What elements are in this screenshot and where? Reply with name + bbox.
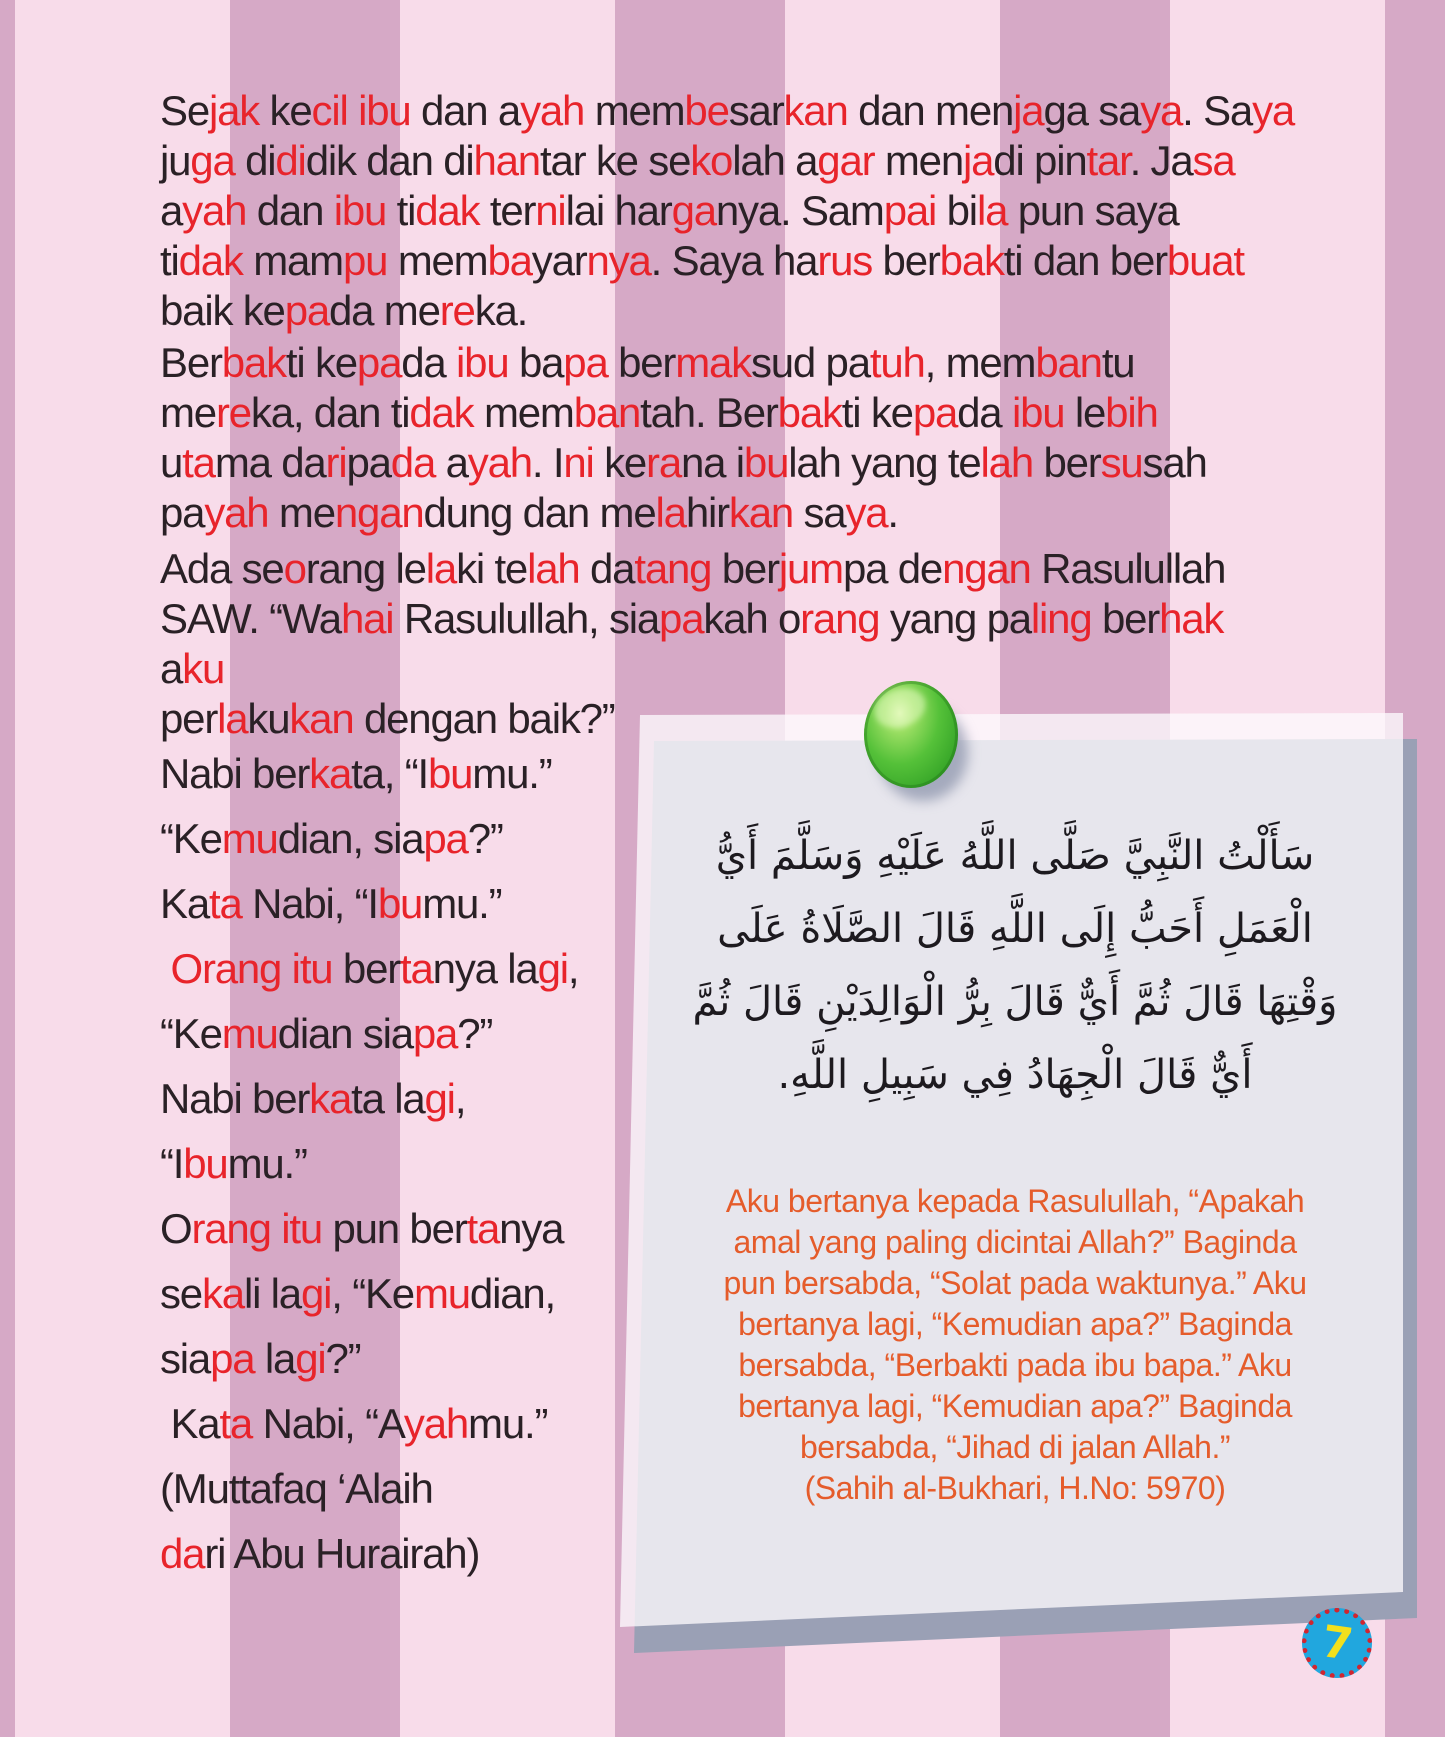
red-syllable: ibu [1011,389,1065,436]
text-run: pun ber [322,1205,467,1252]
text-run: mu.” [422,880,502,927]
text-run: da me [329,287,440,334]
text-line [160,1075,578,1140]
red-syllable: ling [1030,595,1092,642]
red-syllable: yah [403,1400,469,1447]
text-run: mu.” [468,1400,548,1447]
text-run: bi [936,187,977,234]
red-syllable: gi [537,945,568,992]
red-syllable: ta [182,439,215,486]
red-syllable: bak [939,237,1004,284]
red-syllable: ibu [333,187,387,234]
text-run: dik dan di [305,137,474,184]
text-run: ka, dan ti [250,389,410,436]
text-run: di pin [993,137,1087,184]
text-run: tah. Ber [640,389,778,436]
red-syllable: pa [423,815,468,862]
text-run: O [160,1205,192,1252]
red-syllable: mak [675,339,751,386]
text-run: li la [243,1270,301,1317]
text-run: . Sa [1182,87,1253,134]
text-run: Ka [160,1400,220,1447]
text-run: da [579,545,635,592]
text-run: Ber [160,339,222,386]
text-line [160,1400,578,1465]
text-line: bertanya lagi, “Kemudian apa?” Baginda [738,1388,1292,1424]
text-run: Rasulullah [1030,545,1226,592]
text-line [160,87,1294,137]
red-syllable: rang [191,1205,271,1252]
red-syllable: cil [311,87,348,134]
text-run: hir [685,489,729,536]
red-syllable: kan [289,695,354,742]
text-line [160,1335,578,1400]
text-run: ber [1091,595,1160,642]
red-syllable: gar [817,137,875,184]
red-syllable: dak [409,389,474,436]
text-run: u [160,439,183,486]
text-run: rang le [305,545,426,592]
text-run [348,87,358,134]
text-run: dian, sia [277,815,424,862]
red-syllable: kan [728,489,794,536]
text-run: pun saya [1007,187,1179,234]
text-run: da [957,389,1012,436]
red-syllable: ta [466,1205,500,1252]
red-syllable: bu [183,1140,228,1187]
red-syllable: Orang itu [170,945,333,992]
text-run: a [435,439,468,486]
text-run: ter [479,187,536,234]
red-syllable: dak [415,187,480,234]
text-line [160,439,1207,489]
text-run: Nabi ber [160,1075,310,1122]
red-syllable: mu [413,1270,470,1317]
red-syllable: yah [182,187,247,234]
dialogue-block [160,750,578,1595]
text-run: tar ke se [539,137,691,184]
text-run: ke [259,87,312,134]
text-run: a [160,187,183,234]
text-line [160,750,578,815]
red-syllable: hai [340,595,394,642]
text-run: me [160,389,216,436]
text-run: ri Abu Hurairah) [204,1530,480,1577]
red-syllable: ban [573,389,641,436]
text-run: le [1064,389,1106,436]
red-syllable: gi [295,1335,326,1382]
text-run: ta, “I [351,750,428,797]
text-run: lai har [565,187,672,234]
text-run: na i [681,439,744,486]
red-syllable: re [439,287,475,334]
text-run: da [401,339,457,386]
text-run: Nabi ber [160,750,310,797]
text-line: سَأَلْتُ النَّبِيَّ صَلَّى اللَّهُ عَلَيْهِ وَسَلَّمَ أَيُّ [715,833,1315,879]
text-run: se [160,1270,202,1317]
red-syllable: pa [356,339,402,386]
text-run: , “Ke [331,1270,414,1317]
text-line [160,339,1207,389]
red-syllable: pa [912,389,958,436]
red-syllable: ga [190,137,235,184]
text-run: Nabi, “I [241,880,378,927]
red-syllable: ya [1252,87,1295,134]
red-syllable: tar [1086,137,1130,184]
text-run: mu.” [227,1140,307,1187]
paragraph-block-1 [160,87,1294,337]
text-run: ki te [456,545,528,592]
red-syllable: ta [219,1400,253,1447]
red-syllable: tang [634,545,712,592]
text-line: amal yang paling dicintai Allah?” Baginda [733,1224,1297,1260]
red-syllable: pa [659,595,704,642]
red-syllable: ri [325,439,347,486]
text-run: dian, [469,1270,555,1317]
paragraph-block-3 [160,545,1225,745]
red-syllable: ni [563,439,594,486]
text-line [160,880,578,945]
red-syllable: ko [690,137,733,184]
paragraph-block-2 [160,339,1207,539]
page-number-badge [1302,1608,1372,1678]
text-run: yang pa [879,595,1031,642]
red-syllable: ka [201,1270,244,1317]
text-run: tu [1101,339,1135,386]
red-syllable: pa [412,1010,458,1057]
red-syllable: da [390,439,436,486]
text-run: ?” [325,1335,361,1382]
text-line [160,1530,578,1595]
text-run: nya [499,1205,564,1252]
text-run: dung dan me [423,489,656,536]
text-run: ti ke [841,389,913,436]
text-line: bersabda, “Berbakti pada ibu bapa.” Aku [738,1347,1292,1383]
text-run: Rasulullah, sia [393,595,660,642]
text-run: ber [872,237,940,284]
text-run [271,1205,281,1252]
text-run: ti dan ber [1003,237,1167,284]
text-line: الْعَمَلِ أَحَبُّ إِلَى اللَّهِ قَالَ الصَّلَاةُ عَلَى [717,906,1313,952]
text-run: ti [160,237,179,284]
red-syllable: la [217,695,248,742]
text-run: dengan baik?” [353,695,615,742]
text-run: ?” [457,1010,493,1057]
text-run: Ka [160,880,209,927]
red-syllable: bu [377,880,423,927]
red-syllable: itu [281,1205,322,1252]
red-syllable: bak [777,389,842,436]
text-run: per [160,695,218,742]
page-number: 7 [1318,1615,1356,1671]
text-line [160,695,1225,745]
red-syllable: pai [883,187,937,234]
text-run: dan [246,187,334,234]
text-run: ber [607,339,676,386]
text-run: , [567,945,579,992]
text-run: . Ja [1129,137,1193,184]
text-run: , [454,1075,466,1122]
red-syllable: ngan [942,545,1031,592]
text-run: lah yang te [788,439,981,486]
text-run: mu.” [472,750,552,797]
red-syllable: la [976,187,1008,234]
text-run: Ada se [160,545,284,592]
text-line: bersabda, “Jihad di jalan Allah.” [800,1429,1230,1465]
text-run: ke [593,439,647,486]
text-run: nya la [432,945,538,992]
red-syllable: ra [646,439,681,486]
text-run: ma da [214,439,326,486]
red-syllable: jum [778,545,843,592]
red-syllable: ibu [358,87,411,134]
red-syllable: ni [535,187,566,234]
text-run: yar [531,237,587,284]
red-syllable: bu [427,750,473,797]
text-run: ber [332,945,401,992]
text-run: . Saya ha [650,237,818,284]
text-run: ber [1033,439,1101,486]
text-run: . [887,489,898,536]
red-syllable: o [283,545,306,592]
text-line [160,545,1225,595]
text-run: me [268,489,335,536]
text-run: pa [160,489,205,536]
red-syllable: pa [284,287,330,334]
text-run: “I [160,1140,184,1187]
text-run: ta la [351,1075,425,1122]
text-run: “Ke [160,1010,222,1057]
red-syllable: sa [1192,137,1235,184]
text-run: dan men [847,87,1014,134]
red-syllable: ka [309,750,352,797]
red-syllable: pa [210,1335,255,1382]
red-syllable: ba [487,237,532,284]
red-syllable: lah [980,439,1033,486]
text-run: mam [242,237,343,284]
text-line: أَيٌّ قَالَ الْجِهَادُ فِي سَبِيلِ اللَّهِ. [777,1052,1253,1098]
text-line [160,237,1294,287]
text-line: Aku bertanya kepada Rasulullah, “Apakah [725,1183,1305,1219]
red-syllable: ja [1013,87,1044,134]
text-run: SAW. “Wa [160,595,341,642]
red-syllable: re [215,389,251,436]
red-syllable: ya [845,489,888,536]
red-syllable: ngan [334,489,424,536]
text-line [160,389,1207,439]
text-run: la [254,1335,296,1382]
red-syllable: hak [1159,595,1224,642]
red-syllable: pu [342,237,388,284]
red-syllable: nya [586,237,651,284]
text-run: di [234,137,276,184]
red-syllable: ku [182,645,225,692]
text-run: sa [793,489,846,536]
text-run: sah [1142,439,1207,486]
text-line [160,489,1207,539]
red-syllable: yah [204,489,269,536]
hadith-translation-text [630,1183,1400,1511]
text-run: ?” [467,815,503,862]
text-run: mem [473,389,574,436]
text-run: “Ke [160,815,222,862]
red-syllable: ya [1140,87,1183,134]
red-syllable: la [425,545,457,592]
text-run: Nabi, “A [252,1400,404,1447]
red-syllable: ka [309,1075,352,1122]
text-line [160,1205,578,1270]
text-line [160,1010,578,1075]
text-run: sia [160,1335,211,1382]
text-run: lah a [732,137,818,184]
text-run: Se [160,87,209,134]
text-run [160,945,170,992]
red-syllable: ban [1035,339,1102,386]
text-run: kah o [703,595,801,642]
text-run: ju [160,137,191,184]
text-run: men [874,137,963,184]
text-run: dan a [410,87,521,134]
red-syllable: su [1100,439,1143,486]
red-syllable: pa [563,339,608,386]
red-syllable: rang [800,595,880,642]
text-line [160,945,578,1010]
text-line: (Sahih al-Bukhari, H.No: 5970) [804,1470,1226,1506]
text-run: (Muttafaq ‘Alaih [160,1465,433,1512]
red-syllable: ta [400,945,433,992]
red-syllable: han [473,137,540,184]
text-line: وَقْتِهَا قَالَ ثُمَّ أَيٌّ قَالَ بِرُّ الْوَالِدَيْنِ قَالَ ثُمَّ [692,979,1338,1025]
text-run: pa [346,439,391,486]
text-run: mem [387,237,488,284]
text-line [160,137,1294,187]
red-syllable: yah [520,87,585,134]
red-syllable: di [275,137,306,184]
red-syllable: bih [1105,389,1158,436]
red-syllable: ja [962,137,994,184]
red-syllable: gi [424,1075,455,1122]
text-line [160,815,578,880]
red-syllable: lah [527,545,580,592]
text-run: mem [584,87,685,134]
text-line: bertanya lagi, “Kemudian apa?” Baginda [738,1306,1292,1342]
red-syllable: jak [208,87,260,134]
text-run: . I [531,439,564,486]
text-run: ku [247,695,290,742]
red-syllable: tuh [869,339,925,386]
red-syllable: da [160,1530,205,1577]
red-syllable: rus [817,237,873,284]
text-run: dian sia [277,1010,413,1057]
text-run: nya. Sam [715,187,884,234]
red-syllable: mu [221,1010,278,1057]
red-syllable: dak [178,237,243,284]
text-run: ti [386,187,416,234]
text-run: a [160,645,183,692]
red-syllable: buat [1166,237,1244,284]
text-run: ka. [474,287,528,334]
text-run: sud pa [750,339,870,386]
red-syllable: bu [743,439,789,486]
text-run: , mem [924,339,1036,386]
red-syllable: yah [467,439,532,486]
red-syllable: kan [783,87,848,134]
red-syllable: ibu [456,339,509,386]
text-line [160,595,1225,645]
red-syllable: ta [208,880,242,927]
text-line [160,187,1294,237]
text-line [160,1270,578,1335]
text-line [160,1465,578,1530]
text-run: ga sa [1043,87,1141,134]
text-line [160,287,1294,337]
red-syllable: gi [300,1270,332,1317]
text-line: pun bersabda, “Solat pada waktunya.” Aku [723,1265,1307,1301]
text-run: pa de [842,545,943,592]
text-line [160,1140,578,1205]
text-run: baik ke [160,287,285,334]
red-syllable: mu [221,815,278,862]
text-run: ber [711,545,779,592]
red-syllable: be [684,87,729,134]
text-run: ti ke [285,339,357,386]
red-syllable: ga [671,187,716,234]
red-syllable: la [655,489,686,536]
text-run: ba [508,339,564,386]
text-run: sar [728,87,784,134]
red-syllable: bak [221,339,286,386]
hadith-arabic-text [650,833,1380,1125]
text-line [160,645,1225,695]
